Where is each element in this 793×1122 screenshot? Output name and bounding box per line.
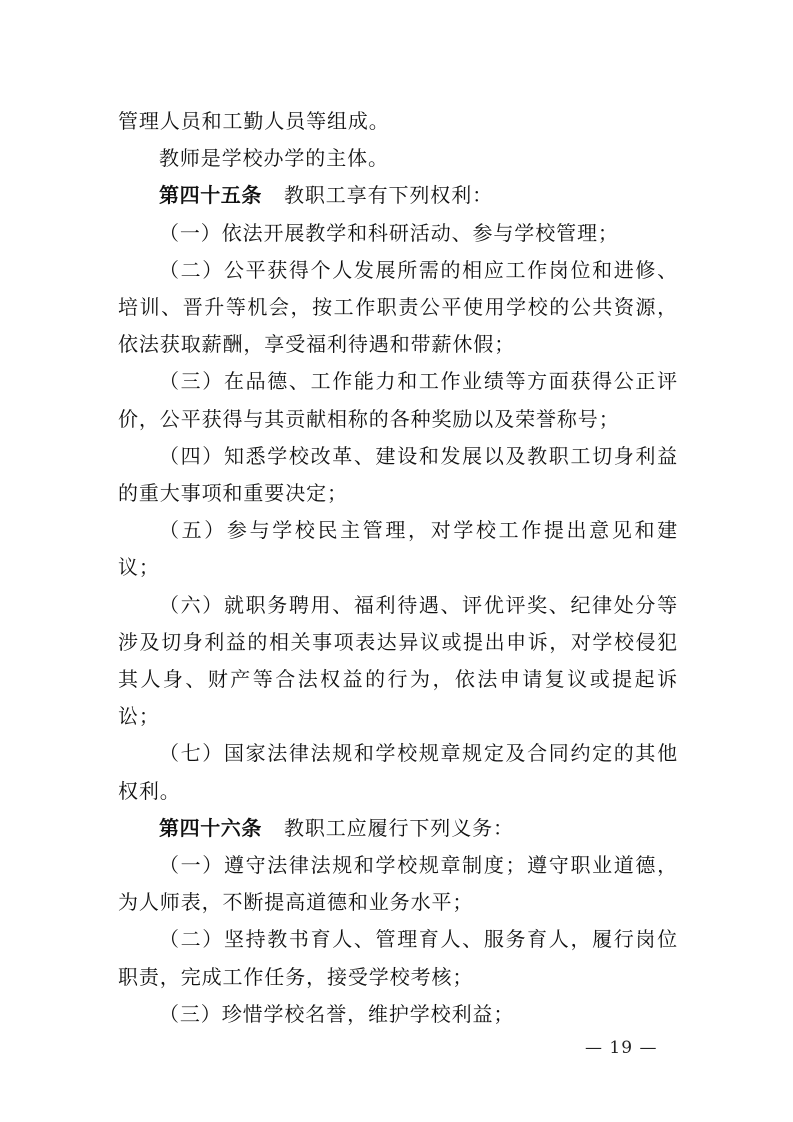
list-item bbox=[118, 847, 678, 921]
paragraph-text: （一）遵守法律法规和学校规章制度；遵守职业道德，为人师表，不断提高道德和业务水平； bbox=[118, 853, 678, 915]
paragraph bbox=[118, 140, 678, 177]
article-heading: 第四十五条 bbox=[159, 183, 262, 208]
paragraph-text: 管理人员和工勤人员等组成。 bbox=[118, 109, 390, 133]
paragraph-text: （二）公平获得个人发展所需的相应工作岗位和进修、培训、晋升等机会，按工作职责公平使用学校的公共资源，依法获取薪酬，享受福利待遇和带薪休假； bbox=[118, 257, 678, 357]
paragraph-text: 教职工享有下列权利： bbox=[284, 183, 493, 208]
article-heading: 第四十六条 bbox=[159, 815, 262, 840]
paragraph-text: （七）国家法律法规和学校规章规定及合同约定的其他权利。 bbox=[118, 741, 678, 803]
paragraph-text: （三）珍惜学校名誉，维护学校利益； bbox=[159, 1001, 515, 1026]
list-item bbox=[118, 512, 678, 586]
list-item bbox=[118, 587, 678, 736]
paragraph bbox=[118, 103, 678, 140]
paragraph-text: （五）参与学校民主管理，对学校工作提出意见和建议； bbox=[118, 518, 678, 580]
list-item bbox=[118, 363, 678, 437]
paragraph-text: （二）坚持教书育人、管理育人、服务育人，履行岗位职责，完成工作任务，接受学校考核； bbox=[118, 927, 678, 989]
list-item bbox=[118, 921, 678, 995]
list-item bbox=[118, 252, 678, 364]
paragraph-text: （三）在品德、工作能力和工作业绩等方面获得公正评价，公平获得与其贡献相称的各种奖励以及荣誉称号； bbox=[118, 369, 678, 431]
paragraph-text: （六）就职务聘用、福利待遇、评优评奖、纪律处分等涉及切身利益的相关事项表达异议或提出申诉，对学校侵犯其人身、财产等合法权益的行为，依法申请复议或提起诉讼； bbox=[118, 592, 678, 729]
list-item bbox=[118, 215, 678, 252]
paragraph-text: （四）知悉学校改革、建设和发展以及教职工切身利益的重大事项和重要决定； bbox=[118, 443, 678, 506]
paragraph-text: 教职工应履行下列义务： bbox=[284, 815, 514, 840]
document-body bbox=[118, 103, 678, 1033]
paragraph-text: 教师是学校办学的主体。 bbox=[159, 146, 389, 171]
list-item bbox=[118, 996, 678, 1033]
list-item bbox=[118, 438, 678, 512]
page-number: — 19 — bbox=[585, 1038, 658, 1058]
paragraph-text: （一）依法开展教学和科研活动、参与学校管理； bbox=[159, 220, 619, 245]
list-item bbox=[118, 735, 678, 809]
article-46-paragraph bbox=[118, 810, 678, 847]
article-45-paragraph bbox=[118, 177, 678, 214]
